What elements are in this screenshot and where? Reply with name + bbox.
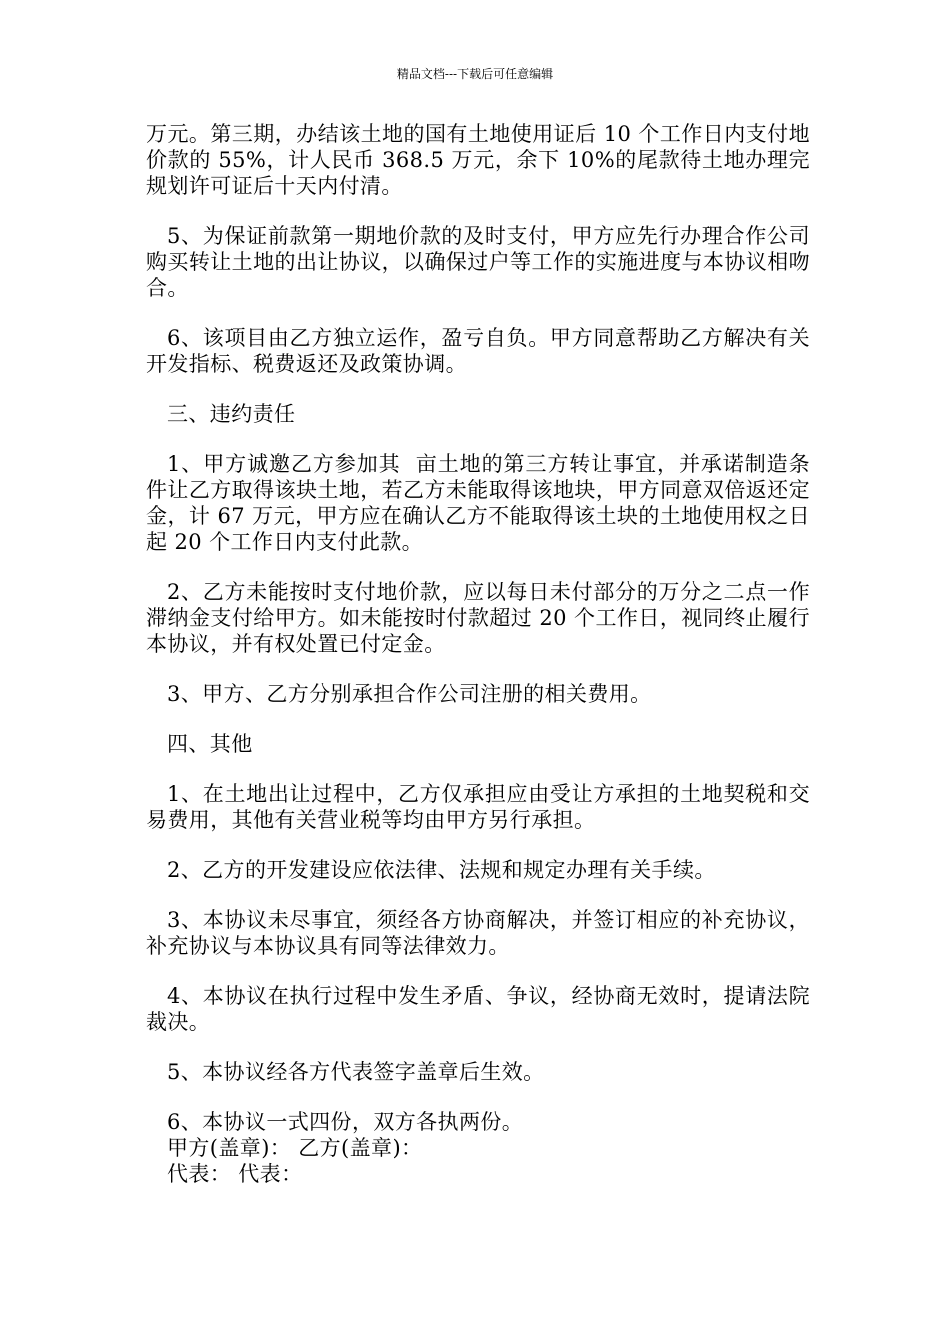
paragraph-other-2: 2、乙方的开发建设应依法律、法规和规定办理有关手续。	[167, 858, 716, 882]
section-heading-liability: 三、违约责任	[167, 402, 296, 426]
paragraph-liability-3: 3、甲方、乙方分别承担合作公司注册的相关费用。	[167, 682, 652, 706]
paragraph-other-6: 6、本协议一式四份，双方各执两份。	[167, 1110, 524, 1134]
signature-party-line: 甲方(盖章)： 乙方(盖章)：	[167, 1136, 423, 1160]
paragraph-payment-phase-3: 万元。第三期，办结该土地的国有土地使用证后 10 个工作日内支付地价款的 55%，计人民币 368.5 万元，余下 10%的尾款待土地办理完规划许可证后十天内付清。	[146, 122, 810, 198]
paragraph-other-1: 1、在土地出让过程中，乙方仅承担应由受让方承担的土地契税和交易费用，其他有关营业税等均由甲方另行承担。	[146, 782, 810, 832]
paragraph-other-5: 5、本协议经各方代表签字盖章后生效。	[167, 1060, 545, 1084]
paragraph-other-3: 3、本协议未尽事宜，须经各方协商解决，并签订相应的补充协议，补充协议与本协议具有同等法律效力。	[146, 908, 810, 958]
paragraph-liability-1: 1、甲方诚邀乙方参加其 亩土地的第三方转让事宜，并承诺制造条件让乙方取得该块土地，若乙方未能取得该地块，甲方同意双倍返还定金，计 67 万元，甲方应在确认乙方不能取得该土块的土地使用权之日起 20 个工作日内支付此款。	[146, 452, 810, 554]
document-body	[146, 121, 810, 1187]
paragraph-clause-6: 6、该项目由乙方独立运作，盈亏自负。甲方同意帮助乙方解决有关开发指标、税费返还及政策协调。	[146, 326, 810, 376]
page-header: 精品文档---下载后可任意编辑	[396, 67, 554, 81]
paragraph-other-4: 4、本协议在执行过程中发生矛盾、争议，经协商无效时，提请法院裁决。	[146, 984, 810, 1034]
section-heading-other: 四、其他	[167, 732, 253, 756]
paragraph-liability-2: 2、乙方未能按时支付地价款，应以每日未付部分的万分之二点一作滞纳金支付给甲方。如未能按时付款超过 20 个工作日，视同终止履行本协议，并有权处置已付定金。	[146, 580, 810, 656]
signature-representative-line: 代表： 代表：	[167, 1162, 303, 1186]
paragraph-clause-5: 5、为保证前款第一期地价款的及时支付，甲方应先行办理合作公司购买转让土地的出让协议，以确保过户等工作的实施进度与本协议相吻合。	[146, 224, 810, 300]
